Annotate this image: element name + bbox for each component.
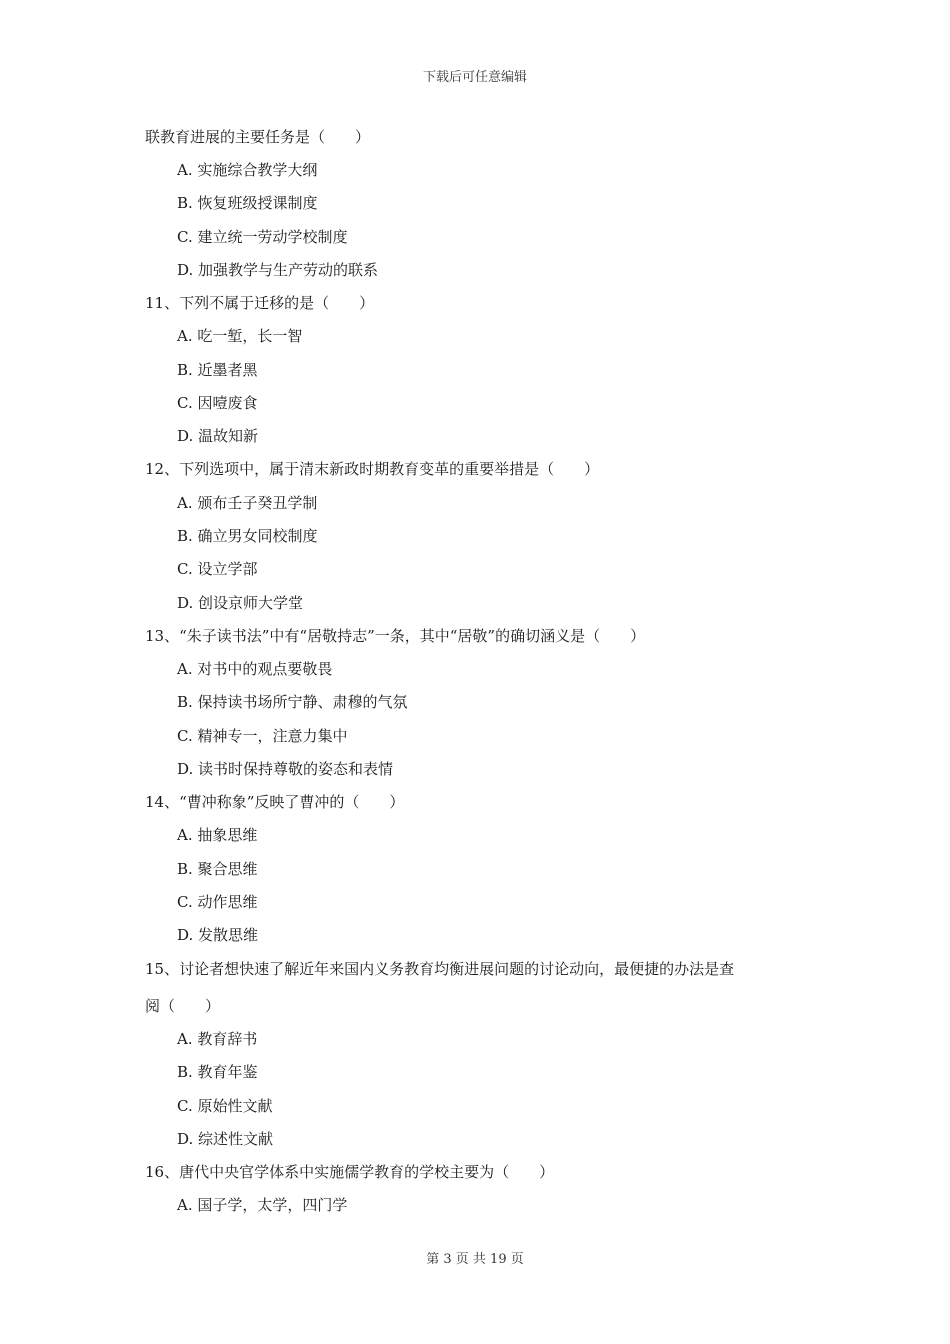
option: C. 设立学部 [177, 560, 258, 578]
option: D. 创设京师大学堂 [177, 594, 304, 612]
question-stem: 12、下列选项中，属于清末新政时期教育变革的重要举措是（ ） [145, 460, 600, 478]
option: C. 动作思维 [177, 893, 258, 911]
question-stem: 15、讨论者想快速了解近年来国内义务教育均衡进展问题的讨论动向，最便捷的办法是查 [145, 960, 735, 978]
option: B. 确立男女同校制度 [177, 527, 318, 545]
option: B. 聚合思维 [177, 860, 258, 878]
option: A. 教育辞书 [177, 1030, 258, 1048]
option: A. 吃一堑，长一智 [177, 327, 303, 345]
option: D. 综述性文献 [177, 1130, 274, 1148]
option: C. 建立统一劳动学校制度 [177, 228, 348, 246]
option: B. 教育年鉴 [177, 1063, 258, 1081]
option: D. 加强教学与生产劳动的联系 [177, 261, 379, 279]
question-stem-continued: 阅（ ） [145, 997, 221, 1015]
question-stem: 11、下列不属于迁移的是（ ） [145, 294, 375, 312]
option: A. 实施综合教学大纲 [177, 161, 318, 179]
option: A. 颁布壬子癸丑学制 [177, 494, 318, 512]
option: A. 对书中的观点要敬畏 [177, 660, 333, 678]
option: B. 近墨者黑 [177, 361, 258, 379]
question-stem: 16、唐代中央官学体系中实施儒学教育的学校主要为（ ） [145, 1163, 555, 1181]
option: A. 抽象思维 [177, 826, 258, 844]
option: D. 温故知新 [177, 427, 259, 445]
question-stem: 13、“朱子读书法”中有“居敬持志”一条，其中“居敬”的确切涵义是（ ） [145, 627, 646, 645]
page-footer: 第 3 页 共 19 页 [426, 1252, 524, 1267]
option: D. 读书时保持尊敬的姿态和表情 [177, 760, 394, 778]
option: A. 国子学，太学，四门学 [177, 1196, 348, 1214]
option: D. 发散思维 [177, 926, 259, 944]
option: C. 原始性文献 [177, 1097, 273, 1115]
page-header: 下载后可任意编辑 [422, 70, 527, 85]
option: C. 精神专一，注意力集中 [177, 727, 348, 745]
option: B. 恢复班级授课制度 [177, 194, 318, 212]
option: C. 因噎废食 [177, 394, 258, 412]
question-stem: 14、“曹冲称象”反映了曹冲的（ ） [145, 793, 405, 811]
question-stem: 联教育进展的主要任务是（ ） [145, 128, 371, 146]
option: B. 保持读书场所宁静、肃穆的气氛 [177, 693, 408, 711]
